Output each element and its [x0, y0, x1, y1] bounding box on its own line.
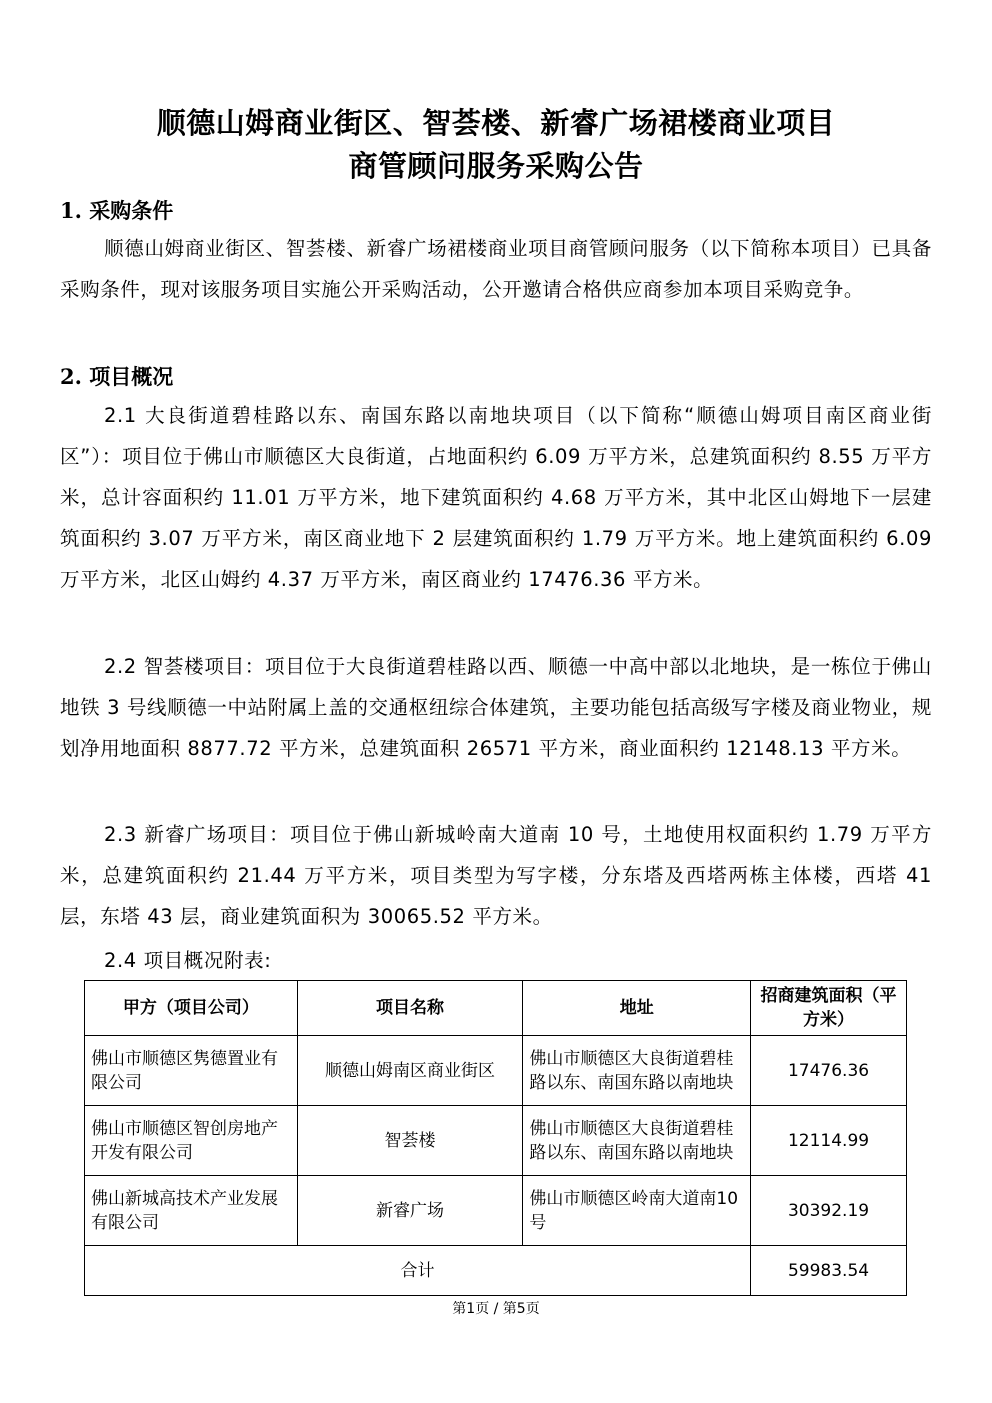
section2-3-text: 2.3 新睿广场项目：项目位于佛山新城岭南大道南 10 号，土地使用权面积约 1.79 万平方米，总建筑面积约 21.44 万平方米，项目类型为写字楼，分东塔及西塔两栋主体楼，西塔 41 层，东塔 43 层，商业建筑面积为 30065.52 平方米。: [60, 823, 932, 928]
section2-1-paragraph: [60, 395, 932, 600]
section2-4-text: 2.4 项目概况附表:: [104, 949, 272, 972]
table-row: [85, 1176, 907, 1246]
header-party: 甲方（项目公司）: [85, 981, 298, 1036]
page-number: 第1页 / 第5页: [452, 1301, 540, 1317]
section1-paragraph: [60, 228, 932, 310]
cell-party: 佛山市顺德区隽德置业有限公司: [85, 1036, 298, 1106]
header-project-name: 项目名称: [297, 981, 523, 1036]
table-header-row: [85, 981, 907, 1036]
table-row: [85, 1106, 907, 1176]
cell-party: 佛山新城高技术产业发展有限公司: [85, 1176, 298, 1246]
cell-area: 17476.36: [751, 1036, 907, 1106]
section2-2-text: 2.2 智荟楼项目：项目位于大良街道碧桂路以西、顺德一中高中部以北地块，是一栋位于佛山地铁 3 号线顺德一中站附属上盖的交通枢纽综合体建筑，主要功能包括高级写字楼及商业物业，规划净用地面积 8877.72 平方米，总建筑面积 26571 平方米，商业面积约 12148.13 平方米。: [60, 655, 932, 760]
total-label: 合计: [85, 1246, 751, 1296]
cell-project-name: 顺德山姆南区商业街区: [297, 1036, 523, 1106]
cell-address: 佛山市顺德区岭南大道南10号: [523, 1176, 751, 1246]
document-title-line2: 商管顾问服务采购公告: [348, 149, 644, 183]
document-title-line1: 顺德山姆商业街区、智荟楼、新睿广场裙楼商业项目: [156, 106, 836, 140]
section2-1-text: 2.1 大良街道碧桂路以东、南国东路以南地块项目（以下简称“顺德山姆项目南区商业街区”）：项目位于佛山市顺德区大良街道，占地面积约 6.09 万平方米，总建筑面积约 8.55 万平方米，总计容面积约 11.01 万平方米，地下建筑面积约 4.68 万平方米，其中北区山姆地下一层建筑面积约 3.07 万平方米，南区商业地下 2 层建筑面积约 1.79 万平方米。地上建筑面积约 6.09 万平方米，北区山姆约 4.37 万平方米，南区商业约 17476.36 平方米。: [60, 404, 932, 591]
cell-area: 12114.99: [751, 1106, 907, 1176]
cell-address: 佛山市顺德区大良街道碧桂路以东、南国东路以南地块: [523, 1106, 751, 1176]
project-overview-table: [84, 980, 907, 1296]
header-area: 招商建筑面积（平方米）: [751, 981, 907, 1036]
cell-area: 30392.19: [751, 1176, 907, 1246]
header-address: 地址: [523, 981, 751, 1036]
section1-text: 顺德山姆商业街区、智荟楼、新睿广场裙楼商业项目商管顾问服务（以下简称本项目）已具备采购条件，现对该服务项目实施公开采购活动，公开邀请合格供应商参加本项目采购竞争。: [60, 237, 932, 301]
cell-project-name: 智荟楼: [297, 1106, 523, 1176]
table-total-row: [85, 1246, 907, 1296]
section1-heading: 1. 采购条件: [60, 198, 174, 223]
cell-address: 佛山市顺德区大良街道碧桂路以东、南国东路以南地块: [523, 1036, 751, 1106]
section2-2-paragraph: [60, 646, 932, 769]
table-row: [85, 1036, 907, 1106]
cell-party: 佛山市顺德区智创房地产开发有限公司: [85, 1106, 298, 1176]
total-value: 59983.54: [751, 1246, 907, 1296]
section2-3-paragraph: [60, 814, 932, 937]
section2-heading: 2. 项目概况: [60, 364, 174, 389]
cell-project-name: 新睿广场: [297, 1176, 523, 1246]
section2-4-paragraph: [60, 940, 932, 981]
